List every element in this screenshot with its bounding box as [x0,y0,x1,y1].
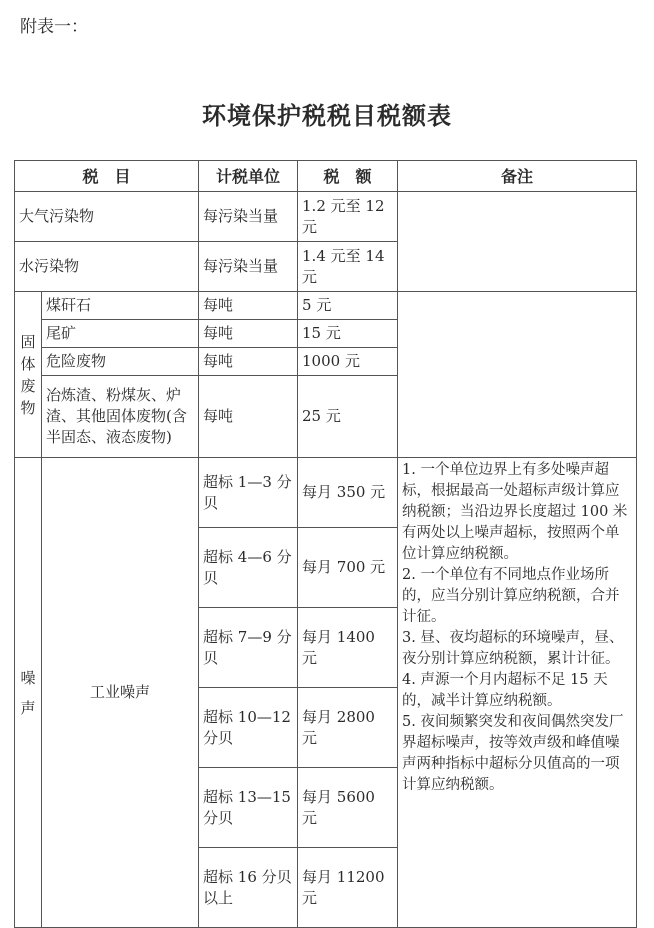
noise-notes [398,458,637,928]
amount-solid-1: 5 元 [298,292,398,320]
header-amount: 税 额 [298,161,398,192]
unit-water: 每污染当量 [199,242,298,292]
item-air: 大气污染物 [15,192,199,242]
header-unit: 计税单位 [199,161,298,192]
note-empty-1 [398,192,637,292]
tax-table [14,160,637,928]
item-solid-4: 冶炼渣、粉煤灰、炉渣、其他固体废物(含半固态、液态废物) [42,376,199,458]
category-noise [15,458,42,928]
item-solid-1: 煤矸石 [42,292,199,320]
item-solid-2: 尾矿 [42,320,199,348]
unit-noise-1: 超标 1—3 分贝 [199,458,298,528]
note-empty-2 [398,292,637,458]
note-item-1: 1. 一个单位边界上有多处噪声超标，根据最高一处超标声级计算应纳税额；当沿边界长度超过 100 米有两处以上噪声超标，按照两个单位计算应纳税额。 [402,462,628,562]
amount-water: 1.4 元至 14 元 [298,242,398,292]
note-item-3: 3. 昼、夜均超标的环境噪声，昼、夜分别计算应纳税额，累计计征。 [402,630,624,667]
note-item-2: 2. 一个单位有不同地点作业场所的，应当分别计算应纳税额，合并计征。 [402,567,620,625]
header-item: 税 目 [15,161,199,192]
amount-noise-1: 每月 350 元 [298,458,398,528]
category-solid-label: 固体废物 [20,332,36,417]
amount-solid-3: 1000 元 [298,348,398,376]
subcategory-noise: 工业噪声 [42,458,199,928]
category-noise-label: 噪声 [20,668,36,717]
unit-noise-3: 超标 7—9 分贝 [199,608,298,688]
unit-solid-2: 每吨 [199,320,298,348]
table-row [15,292,637,320]
unit-solid-3: 每吨 [199,348,298,376]
item-water: 水污染物 [15,242,199,292]
amount-noise-2: 每月 700 元 [298,528,398,608]
amount-noise-3: 每月 1400 元 [298,608,398,688]
unit-noise-4: 超标 10—12 分贝 [199,688,298,768]
category-solid [15,292,42,458]
page-title: 环境保护税税目税额表 [202,101,452,130]
table-row [15,458,637,528]
note-item-5: 5. 夜间频繁突发和夜间偶然突发厂界超标噪声，按等效声级和峰值噪声两种指标中超标分贝值高的一项计算应纳税额。 [402,714,624,793]
unit-solid-4: 每吨 [199,376,298,458]
header-note: 备注 [398,161,637,192]
unit-noise-5: 超标 13—15 分贝 [199,768,298,848]
table-row [15,192,637,242]
unit-solid-1: 每吨 [199,292,298,320]
unit-air: 每污染当量 [199,192,298,242]
unit-noise-6: 超标 16 分贝以上 [199,848,298,928]
amount-solid-2: 15 元 [298,320,398,348]
amount-noise-4: 每月 2800 元 [298,688,398,768]
amount-noise-6: 每月 11200 元 [298,848,398,928]
table-header-row [15,161,637,192]
note-item-4: 4. 声源一个月内超标不足 15 天的，减半计算应纳税额。 [402,672,608,709]
unit-noise-2: 超标 4—6 分贝 [199,528,298,608]
item-solid-3: 危险废物 [42,348,199,376]
amount-air: 1.2 元至 12 元 [298,192,398,242]
appendix-label: 附表一： [20,17,88,37]
amount-noise-5: 每月 5600 元 [298,768,398,848]
amount-solid-4: 25 元 [298,376,398,458]
